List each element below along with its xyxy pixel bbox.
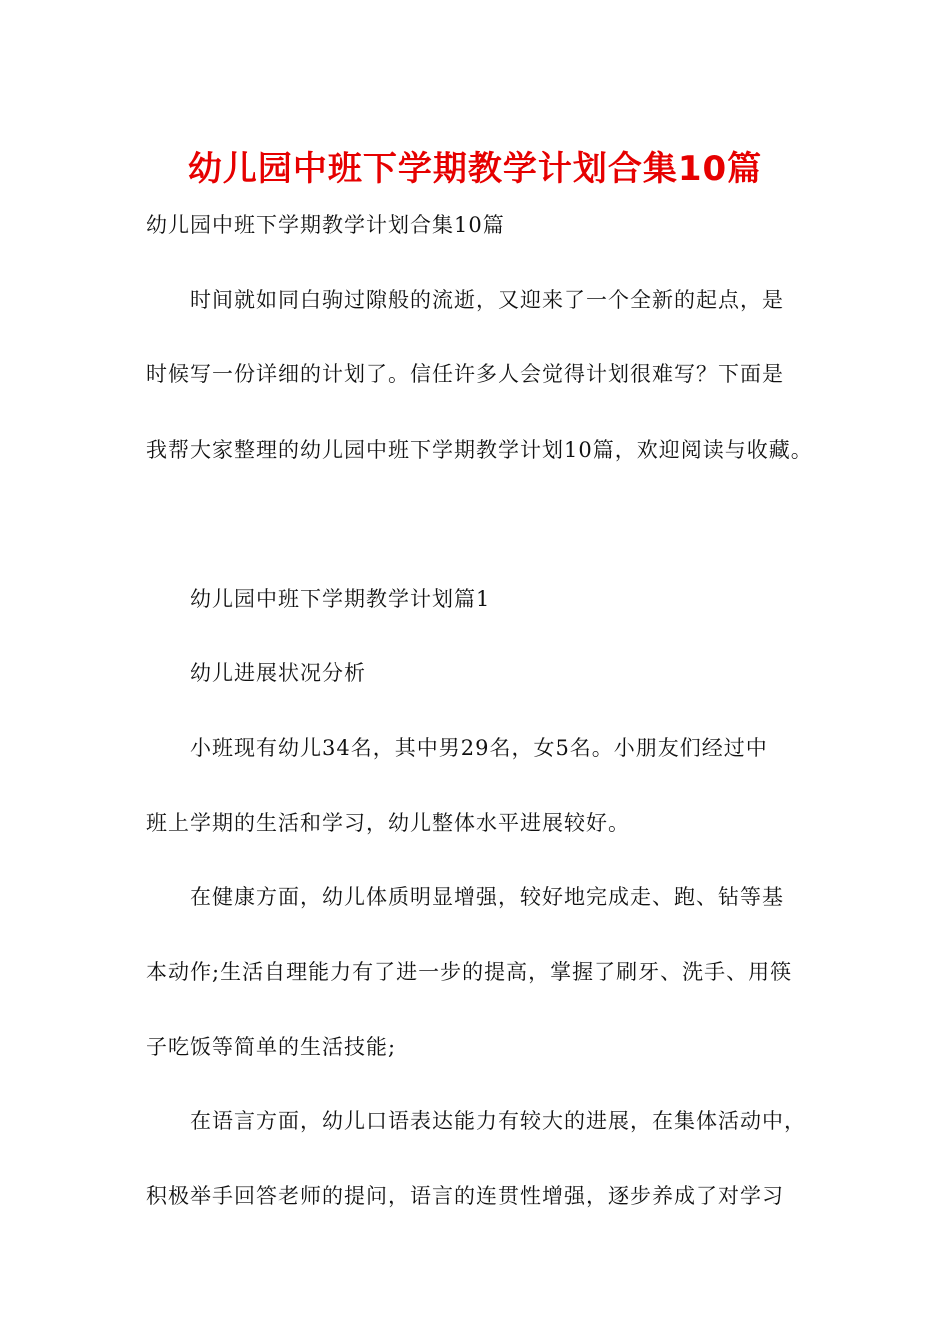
para1-line-1: 小班现有幼儿34名，其中男29名，女5名。小朋友们经过中: [190, 736, 768, 760]
para3-line-1: 在语言方面，幼儿口语表达能力有较大的进展，在集体活动中，: [190, 1109, 806, 1133]
document-subtitle: 幼儿园中班下学期教学计划合集10篇: [146, 213, 505, 237]
para2-line-1: 在健康方面，幼儿体质明显增强，较好地完成走、跑、钻等基: [190, 885, 784, 909]
section-heading: 幼儿园中班下学期教学计划篇1: [190, 587, 491, 611]
para2-line-3: 子吃饭等简单的生活技能;: [146, 1035, 397, 1059]
para1-line-2: 班上学期的生活和学习，幼儿整体水平进展较好。: [146, 811, 630, 835]
subsection-heading: 幼儿进展状况分析: [190, 661, 366, 685]
intro-line-1: 时间就如同白驹过隙般的流逝，又迎来了一个全新的起点，是: [190, 288, 784, 312]
document-title: 幼儿园中班下学期教学计划合集10篇: [187, 149, 763, 189]
para3-line-2: 积极举手回答老师的提问，语言的连贯性增强，逐步养成了对学习: [146, 1184, 784, 1208]
intro-line-3: 我帮大家整理的幼儿园中班下学期教学计划10篇，欢迎阅读与收藏。: [146, 438, 813, 462]
para2-line-2: 本动作;生活自理能力有了进一步的提高，掌握了刷牙、洗手、用筷: [146, 960, 793, 984]
intro-line-2: 时候写一份详细的计划了。信任许多人会觉得计划很难写？下面是: [146, 362, 784, 386]
